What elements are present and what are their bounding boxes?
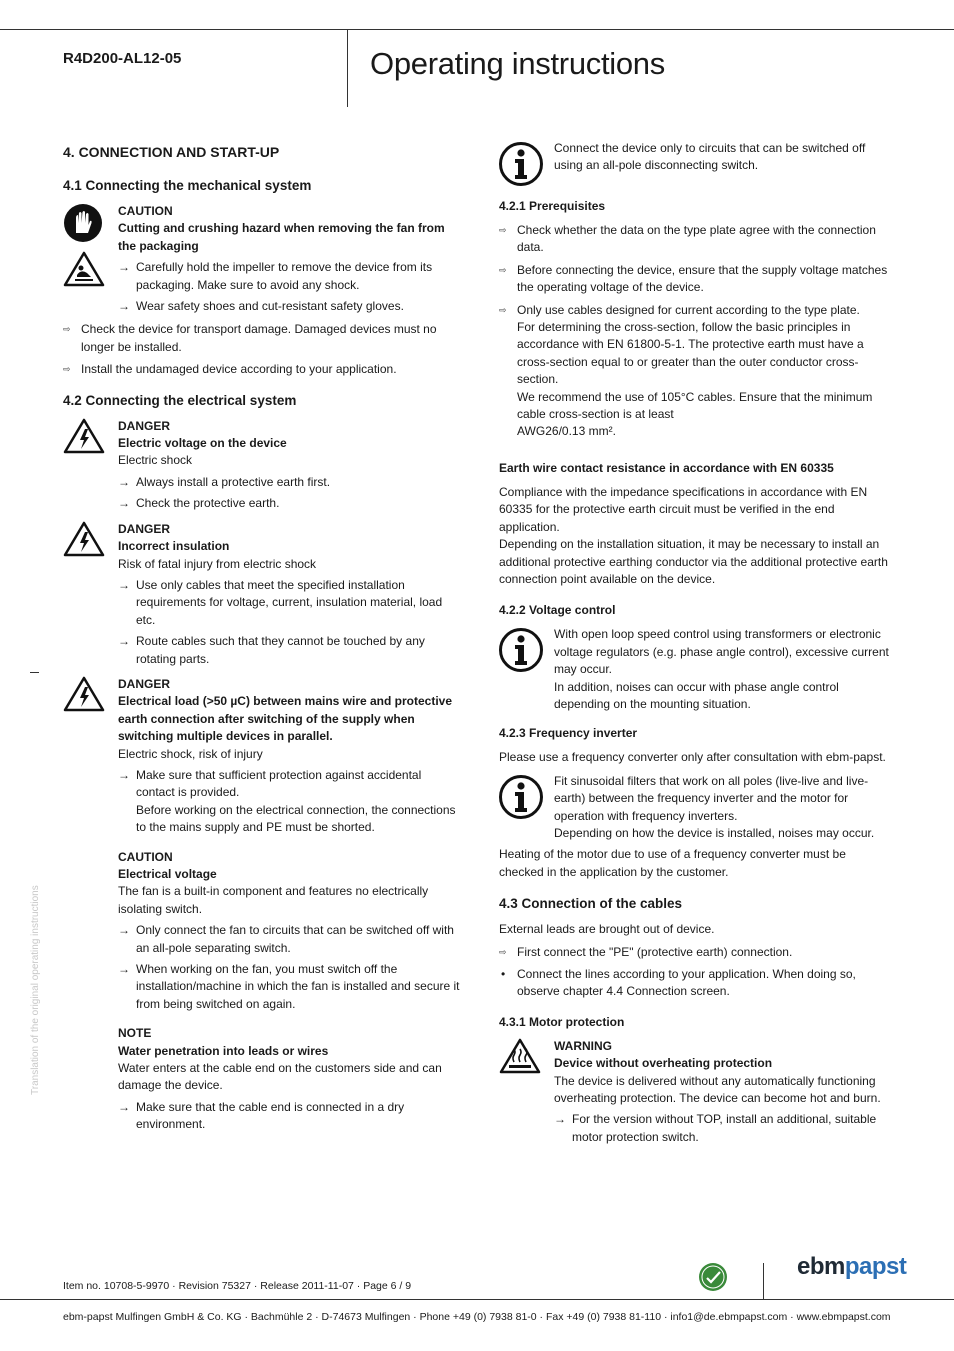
side-note: Translation of the original operating instructions xyxy=(30,885,41,1095)
high-voltage-icon xyxy=(63,418,105,454)
signal-word: CAUTION xyxy=(118,849,173,864)
footer-address: ebm-papst Mulfingen GmbH & Co. KG · Bachmühle 2 · D-74673 Mulfingen · Phone +49 (0) 7938 81-0 · Fax +49 (0) 7938 81-110 · info1@de.ebmpapst.com · www.ebmpapst.com xyxy=(63,1311,891,1323)
list-item: ⇨ First connect the "PE" (protective earth) connection. xyxy=(499,944,793,959)
footer-rule xyxy=(0,1299,954,1300)
info-note: Fit sinusoidal filters that work on all poles (live-live and live-earth) between the frequency inverter and the motor for operation with frequency inverters. Depending on how the device is installed, noises may occur. xyxy=(499,773,891,843)
left-column xyxy=(63,142,463,1140)
danger-electrical-load xyxy=(63,676,463,837)
cables-intro: External leads are brought out of device. xyxy=(499,922,715,937)
signal-word: CAUTION xyxy=(118,204,173,218)
inverter-outro: Heating of the motor due to use of a frequency converter must be checked in the application by the customer. xyxy=(499,847,846,879)
instruction-step: → Route cables such that they cannot be touched by any rotating parts. xyxy=(118,634,425,666)
inverter-intro: Please use a frequency converter only after consultation with ebm-papst. xyxy=(499,750,886,765)
list-item: ⇨ Check whether the data on the type plate agree with the connection data. xyxy=(499,223,876,255)
gloves-icon xyxy=(63,203,103,243)
high-voltage-icon xyxy=(63,521,105,557)
earth-paragraph: Compliance with the impedance specifications in accordance with EN 60335 for the protective earth circuit must be verified in the end application. xyxy=(499,484,868,534)
hazard-consequence: The fan is a built-in component and features no electrically isolating switch. xyxy=(118,884,429,916)
hazard-consequence: Water enters at the cable end on the customers side and can damage the device. xyxy=(118,1061,442,1093)
instruction-step: → Wear safety shoes and cut-resistant safety gloves. xyxy=(118,299,404,314)
instruction-step: → Check the protective earth. xyxy=(118,496,280,511)
footer-item-info: Item no. 10708-5-9970 · Revision 75327 · Release 2011-11-07 · Page 6 / 9 xyxy=(63,1280,412,1292)
green-tech-icon xyxy=(698,1262,728,1292)
hazard-subject: Incorrect insulation xyxy=(118,539,230,554)
signal-word: WARNING xyxy=(554,1038,612,1053)
hazard-consequence: Risk of fatal injury from electric shock xyxy=(118,556,317,571)
margin-mark xyxy=(30,672,39,673)
signal-word: NOTE xyxy=(118,1026,152,1041)
info-icon xyxy=(499,628,543,672)
header-divider xyxy=(347,29,348,107)
list-item: ⇨ Only use cables designed for current according to the type plate. For determining the cross-section, follow the basic principles in accordance with EN 61800-5-1. The protective earth must have a cross-section equal to or greater than the outer conductor cross-section. We recommend the use of 105°C cables. Ensure that the minimum cable cross-section is at least AWG26/0.13 mm². xyxy=(499,302,873,439)
caution-electrical xyxy=(63,849,463,1014)
warning-overheat xyxy=(499,1038,891,1146)
info-note: Connect the device only to circuits that can be switched off using an all-pole disconnecting switch. xyxy=(499,140,891,186)
section-4-3-1-title: 4.3.1 Motor protection xyxy=(499,1014,625,1029)
instruction-step: → Make sure that the cable end is connected in a dry environment. xyxy=(118,1099,405,1132)
hazard-subject: Cutting and crushing hazard when removing the fan from the packaging xyxy=(118,221,445,253)
footer-logo-divider xyxy=(763,1263,764,1299)
hazard-consequence: Electric shock, risk of injury xyxy=(118,746,263,761)
instruction-step: → Carefully hold the impeller to remove the device from its packaging. Make sure to avoid any shock. xyxy=(118,260,433,292)
list-item: • Connect the lines according to your application. When doing so, observe chapter 4.4 Connection screen. xyxy=(501,967,856,999)
hazard-subject: Electrical voltage xyxy=(118,867,217,881)
earth-paragraph: Depending on the installation situation, it may be necessary to install an additional protective earthing conductor via the additional protective earth connection point available on the device. xyxy=(499,537,888,586)
instruction-step: → When working on the fan, you must switch off the installation/machine in which the fan is installed and secure it from being switched on again. xyxy=(118,962,460,1011)
section-4-3-title: 4.3 Connection of the cables xyxy=(499,896,683,912)
info-note: With open loop speed control using transformers or electronic voltage regulators (e.g. phase angle control), excessive current may occur. In addition, noises can occur with phase angle control depending on the mounting situation. xyxy=(499,626,891,713)
section-heading: 4. CONNECTION AND START-UP xyxy=(63,144,280,160)
info-icon xyxy=(499,142,543,186)
danger-insulation xyxy=(63,521,463,668)
hazard-subject: Electric voltage on the device xyxy=(118,436,287,451)
section-4-2-1-title: 4.2.1 Prerequisites xyxy=(499,199,606,213)
hazard-consequence: The device is delivered without any automatically functioning overheating protection. The device can become hot and burn. xyxy=(554,1073,881,1106)
info-icon xyxy=(499,775,543,819)
instruction-step: → Use only cables that meet the specified installation requirements for voltage, current, insulation material, load etc. xyxy=(118,577,443,627)
hot-surface-icon xyxy=(499,1038,541,1074)
signal-word: DANGER xyxy=(118,676,171,691)
model-number: R4D200-AL12-05 xyxy=(63,50,182,67)
signal-word: DANGER xyxy=(118,418,171,433)
high-voltage-icon xyxy=(63,676,105,712)
section-4-2-2-title: 4.2.2 Voltage control xyxy=(499,603,616,618)
section-4-2-3-title: 4.2.3 Frequency inverter xyxy=(499,726,638,741)
page-title: Operating instructions xyxy=(370,46,665,81)
section-4-2-title: 4.2 Connecting the electrical system xyxy=(63,392,297,408)
header-top-rule xyxy=(0,29,954,30)
list-item: ⇨ Before connecting the device, ensure that the supply voltage matches the operating voltage of the device. xyxy=(499,262,888,295)
crush-hazard-icon xyxy=(63,251,105,287)
hazard-subject: Electrical load (>50 µC) between mains wire and protective earth connection after switching of the supply when switching multiple devices in parallel. xyxy=(118,694,453,744)
hazard-subject: Water penetration into leads or wires xyxy=(118,1043,329,1058)
section-4-1-title: 4.1 Connecting the mechanical system xyxy=(63,178,312,193)
danger-voltage xyxy=(63,418,463,513)
list-item: ⇨ Install the undamaged device according to your application. xyxy=(63,362,397,377)
instruction-step: → Always install a protective earth first. xyxy=(118,474,331,489)
signal-word: DANGER xyxy=(118,521,171,536)
caution-mechanical xyxy=(63,203,463,315)
instruction-step: → For the version without TOP, install an additional, suitable motor protection switch. xyxy=(554,1112,877,1144)
right-column xyxy=(499,140,891,1152)
instruction-step: → Only connect the fan to circuits that can be switched off with an all-pole separating switch. xyxy=(118,923,454,955)
hazard-subject: Device without overheating protection xyxy=(554,1056,773,1071)
earth-wire-title: Earth wire contact resistance in accordance with EN 60335 xyxy=(499,460,834,475)
list-item: ⇨ Check the device for transport damage. Damaged devices must no longer be installed. xyxy=(63,322,437,354)
note-water xyxy=(63,1025,463,1133)
hazard-consequence: Electric shock xyxy=(118,453,193,468)
instruction-step: → Make sure that sufficient protection against accidental contact is provided. Before working on the electrical connection, the connections to the mains supply and PE must be shorted. xyxy=(118,767,456,835)
ebmpapst-logo: ebmpapst xyxy=(797,1253,907,1280)
